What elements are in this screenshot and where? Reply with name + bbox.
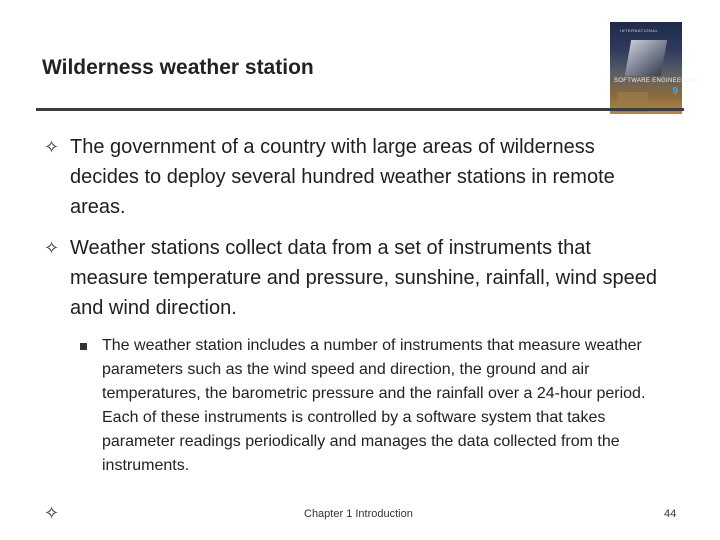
square-bullet-icon [80, 343, 87, 350]
cover-title-text: SOFTWARE ENGINEERING [614, 78, 698, 84]
footer-chapter: Chapter 1 Introduction [304, 508, 413, 520]
footer-star-icon: ✧ [44, 503, 60, 523]
sub-bullet-item [102, 334, 674, 478]
star-bullet-icon: ✧ [44, 137, 60, 157]
cover-artwork [625, 40, 667, 76]
sub-bullet-text: The weather station includes a number of instruments that measure weather parameters such as the wind speed and direction, the ground and air temperatures, the barometric pressure and the rainfall over a 24-hour period. Each of these instruments is controlled by a software system that takes parameter readings periodically and manages the data collected from the instruments. [102, 337, 646, 474]
slide-title: Wilderness weather station [42, 56, 314, 79]
bullet-item [44, 132, 664, 222]
bullet-text: Weather stations collect data from a set of instruments that measure temperature and pressure, sunshine, rainfall, wind speed and wind direction. [70, 237, 657, 319]
cover-top-text: INTERNATIONAL [620, 28, 659, 33]
bullet-list [44, 132, 664, 478]
star-bullet-icon: ✧ [44, 238, 60, 258]
cover-edition: 9 [672, 86, 678, 97]
page-number: 44 [664, 508, 677, 520]
bullet-item [44, 233, 664, 323]
title-divider [36, 108, 684, 111]
bullet-text: The government of a country with large areas of wilderness decides to deploy several hundred weather stations in remote areas. [70, 136, 615, 218]
book-cover-image [610, 22, 698, 114]
